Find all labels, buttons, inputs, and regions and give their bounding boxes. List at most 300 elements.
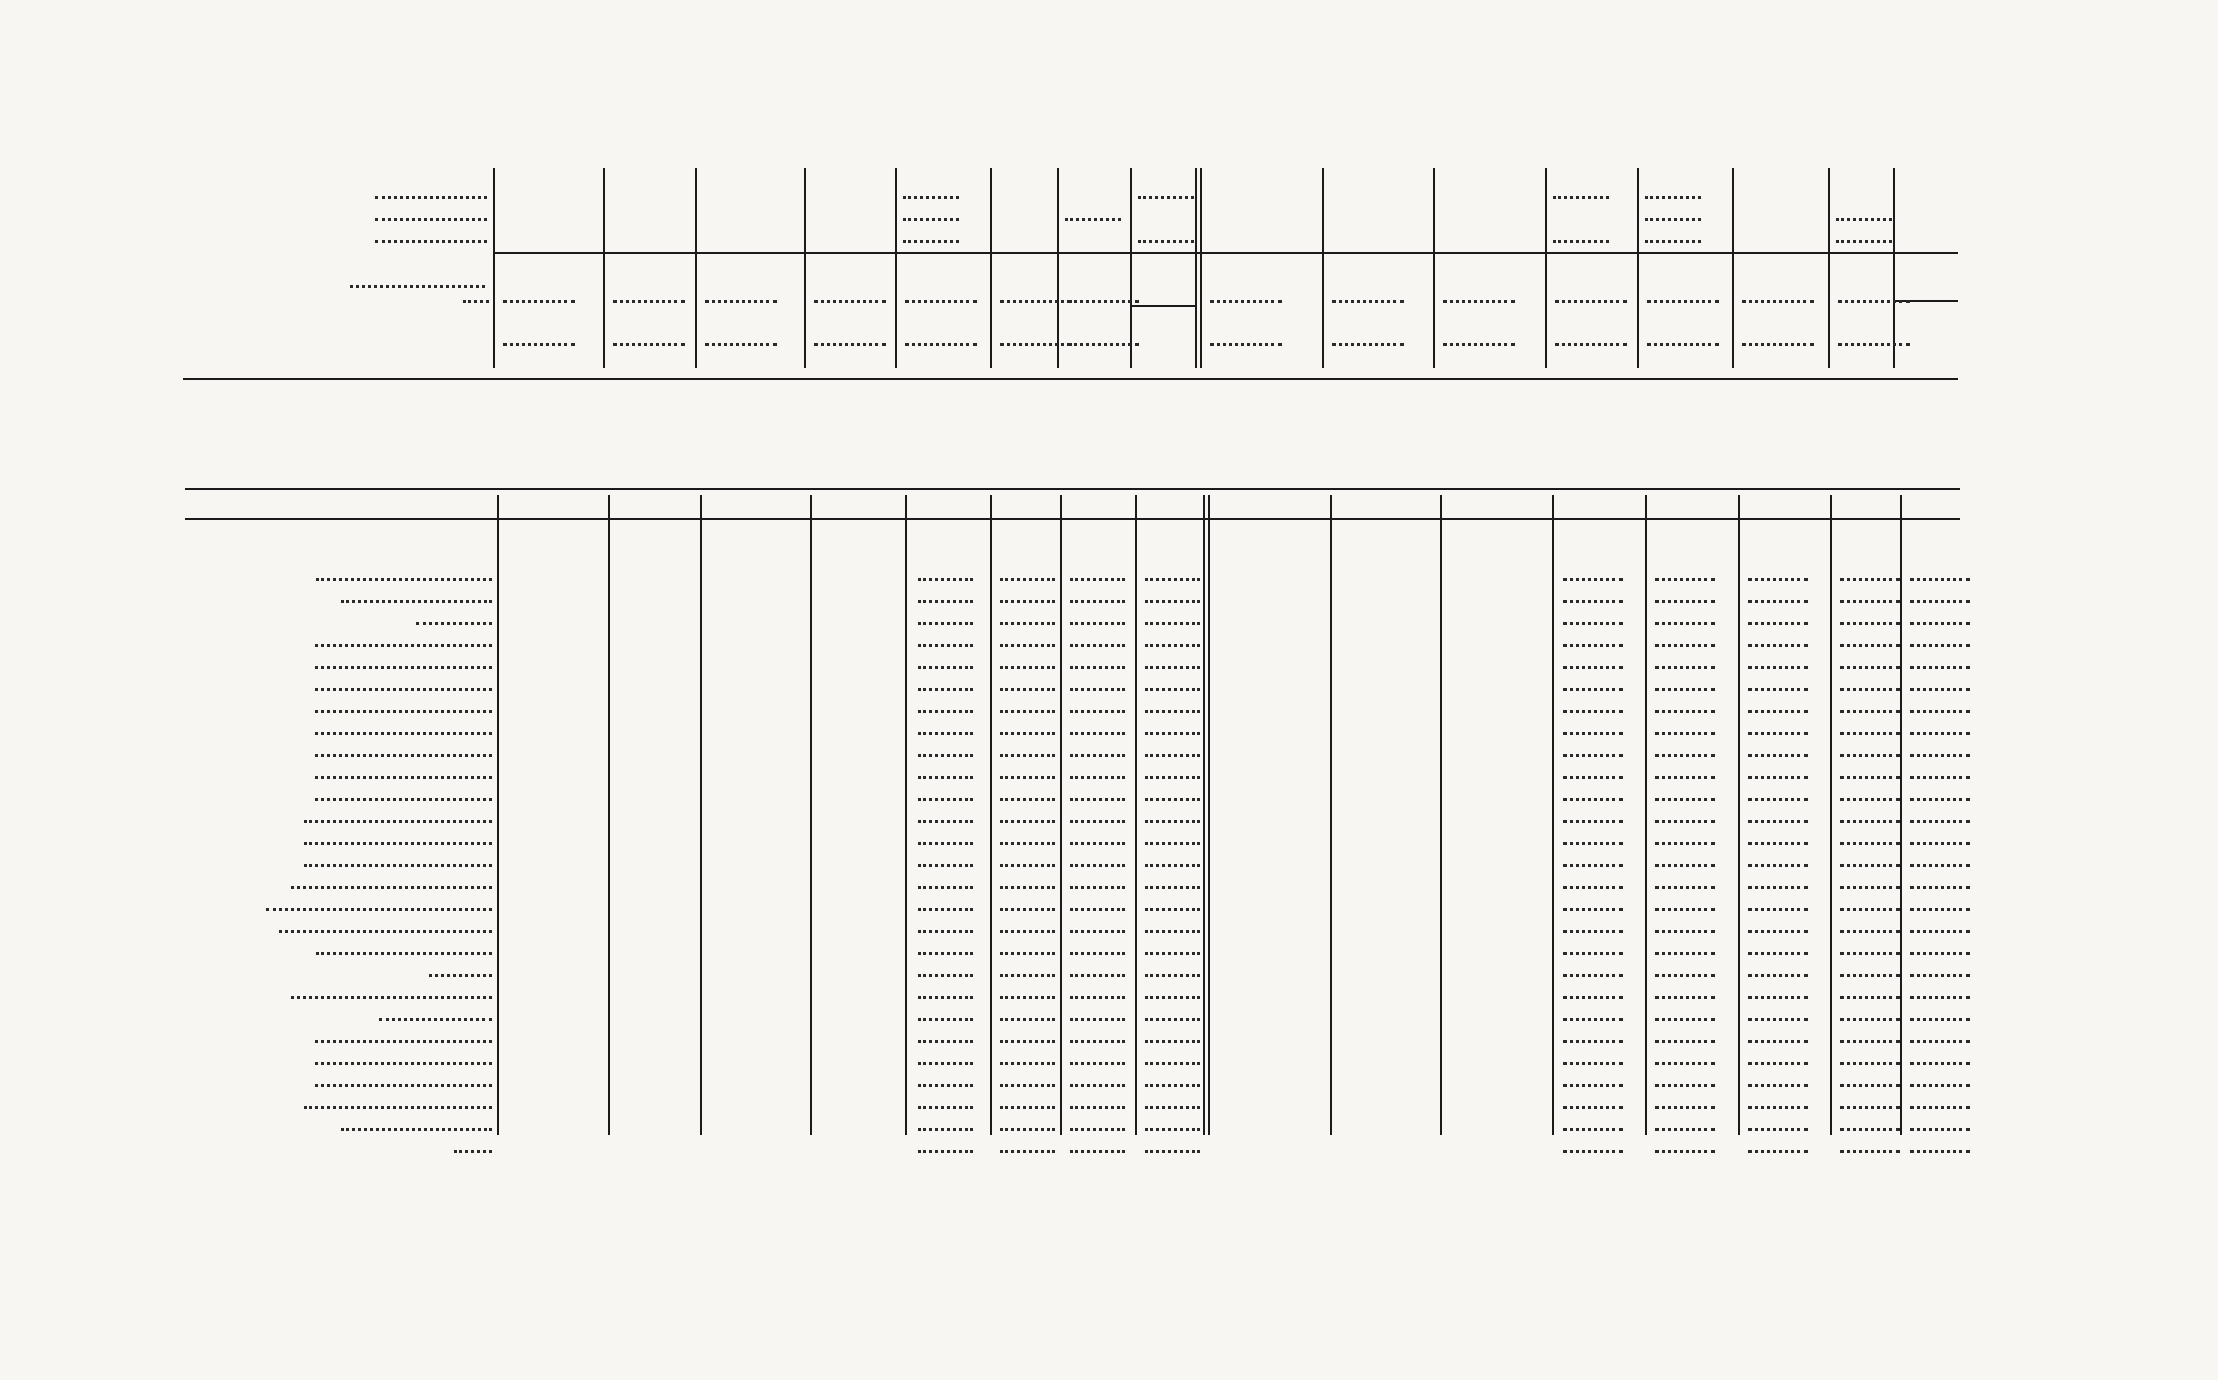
empty-cell-dots [1070,666,1125,669]
empty-cell-dots [1210,300,1282,303]
empty-cell-dots [1070,820,1125,823]
top-column-rule [1732,168,1734,368]
dodge-row-leader [315,798,492,801]
empty-cell-dots [918,996,973,999]
empty-cell-dots [1655,710,1715,713]
empty-cell-dots [918,974,973,977]
empty-cell-dots [1840,820,1900,823]
empty-cell-dots [1563,644,1623,647]
dodge-row-leader [315,1040,492,1043]
empty-cell-dots [1748,886,1808,889]
empty-cell-dots [1067,343,1139,346]
empty-cell-dots [1070,864,1125,867]
dodge-row-leader [315,1062,492,1065]
dodge-column-rule [1135,495,1137,1135]
top-column-rule [1322,168,1324,368]
empty-cell-dots [1563,688,1623,691]
top-column-rule [1637,168,1639,368]
empty-cell-dots [1000,710,1055,713]
empty-cell-dots [1070,622,1125,625]
empty-cell-dots [918,908,973,911]
empty-cell-dots [1145,886,1200,889]
empty-cell-dots [1910,864,1970,867]
empty-cell-dots [1655,754,1715,757]
empty-cell-dots [1070,908,1125,911]
empty-cell-dots [1145,1128,1200,1131]
empty-cell-dots [1000,644,1055,647]
empty-cell-dots [918,930,973,933]
dodge-column-rule [1552,495,1554,1135]
empty-cell-dots [1555,300,1627,303]
empty-cell-dots [1655,930,1715,933]
empty-cell-dots [1145,666,1200,669]
empty-cell-dots [1748,622,1808,625]
net-rule [1130,305,1195,307]
empty-cell-dots [1748,930,1808,933]
empty-cell-dots [1655,622,1715,625]
empty-cell-dots [1748,1040,1808,1043]
dodge-row-leader [304,1106,493,1109]
empty-cell-dots [1840,600,1900,603]
top-column-rule [1545,168,1547,368]
empty-cell-dots [1748,1106,1808,1109]
empty-cell-dots [1910,1106,1970,1109]
empty-cell-dots [1145,644,1200,647]
empty-cell-dots [1748,1150,1808,1153]
empty-cell-dots [1000,886,1055,889]
empty-cell-dots [1145,710,1200,713]
dodge-row-leader [315,710,492,713]
empty-cell-dots [1840,886,1900,889]
empty-cell-dots [1000,1150,1055,1153]
top-column-rule [603,168,605,368]
dodge-row-leader [315,754,492,757]
empty-cell-dots [1655,1150,1715,1153]
empty-cell-dots [1563,1062,1623,1065]
empty-cell-dots [1748,732,1808,735]
empty-cell-dots [1443,343,1515,346]
empty-cell-dots [1000,1106,1055,1109]
empty-cell-dots [1748,1018,1808,1021]
empty-cell-dots [1070,1084,1125,1087]
top-column-rule [1130,168,1132,368]
empty-cell-dots [1840,908,1900,911]
empty-cell-dots [1000,732,1055,735]
empty-cell-dots [1910,710,1970,713]
empty-cell-dots [1840,842,1900,845]
empty-cell-dots [1000,776,1055,779]
empty-cell-dots [1000,798,1055,801]
empty-cell-dots [1910,1084,1970,1087]
empty-cell-dots [1070,688,1125,691]
empty-cell-dots [1910,820,1970,823]
county-rule-1 [185,488,1960,490]
empty-cell-dots [918,1128,973,1131]
empty-cell-dots [1070,974,1125,977]
empty-cell-dots [1000,343,1072,346]
dodge-column-rule [497,495,499,1135]
empty-cell-dots [1836,218,1892,221]
dodge-row-leader [341,1128,492,1131]
empty-cell-dots [1840,1018,1900,1021]
empty-cell-dots [1443,300,1515,303]
dodge-row-leader [429,974,493,977]
empty-cell-dots [1145,798,1200,801]
empty-cell-dots [1070,776,1125,779]
dodge-row-leader [266,908,492,911]
empty-cell-dots [1070,798,1125,801]
empty-cell-dots [1655,1128,1715,1131]
empty-cell-dots [1145,578,1200,581]
empty-cell-dots [903,196,959,199]
empty-cell-dots [1647,300,1719,303]
empty-cell-dots [918,1018,973,1021]
empty-cell-dots [1000,820,1055,823]
empty-cell-dots [1645,218,1701,221]
empty-cell-dots [705,343,777,346]
empty-cell-dots [1000,666,1055,669]
empty-cell-dots [1748,1084,1808,1087]
empty-cell-dots [1840,1150,1900,1153]
empty-cell-dots [1563,1040,1623,1043]
empty-cell-dots [1910,1062,1970,1065]
empty-cell-dots [1145,820,1200,823]
empty-cell-dots [1000,622,1055,625]
empty-cell-dots [1655,776,1715,779]
empty-cell-dots [1748,600,1808,603]
empty-cell-dots [1910,754,1970,757]
empty-cell-dots [1145,754,1200,757]
empty-cell-dots [1563,1150,1623,1153]
empty-cell-dots [1840,622,1900,625]
empty-cell-dots [1563,666,1623,669]
dodge-row-leader [454,1150,493,1153]
empty-cell-dots [1000,930,1055,933]
empty-cell-dots [1145,1150,1200,1153]
empty-cell-dots [1563,908,1623,911]
empty-cell-dots [1000,1128,1055,1131]
empty-cell-dots [1070,710,1125,713]
empty-cell-dots [1910,776,1970,779]
empty-cell-dots [1000,1084,1055,1087]
empty-cell-dots [1910,996,1970,999]
empty-cell-dots [1840,798,1900,801]
empty-cell-dots [1748,864,1808,867]
empty-cell-dots [1000,578,1055,581]
empty-cell-dots [1910,974,1970,977]
empty-cell-dots [1000,952,1055,955]
dodge-row-leader [316,578,492,581]
empty-cell-dots [1000,600,1055,603]
empty-cell-dots [1563,974,1623,977]
dodge-row-leader [304,820,493,823]
empty-cell-dots [1655,1062,1715,1065]
section-rule [183,378,1958,380]
empty-cell-dots [1910,842,1970,845]
empty-cell-dots [1000,974,1055,977]
empty-cell-dots [1840,864,1900,867]
dodge-column-rule [990,495,992,1135]
empty-cell-dots [918,1062,973,1065]
empty-cell-dots [1748,578,1808,581]
empty-cell-dots [918,754,973,757]
empty-cell-dots [1910,1018,1970,1021]
dodge-row-leader [315,732,492,735]
empty-cell-dots [1563,600,1623,603]
empty-cell-dots [1910,930,1970,933]
top-column-rule [1057,168,1059,368]
top-row-leader [375,196,487,199]
empty-cell-dots [1555,343,1627,346]
total-leader [350,285,485,288]
empty-cell-dots [918,732,973,735]
empty-cell-dots [918,688,973,691]
empty-cell-dots [918,1150,973,1153]
empty-cell-dots [1070,886,1125,889]
empty-cell-dots [1655,1018,1715,1021]
empty-cell-dots [1655,952,1715,955]
empty-cell-dots [1655,1106,1715,1109]
dodge-column-rule [1203,495,1205,1135]
empty-cell-dots [1000,1062,1055,1065]
empty-cell-dots [1563,952,1623,955]
empty-cell-dots [1748,688,1808,691]
empty-cell-dots [1655,600,1715,603]
top-column-rule [493,168,495,368]
empty-cell-dots [1138,196,1194,199]
dodge-row-leader [315,644,492,647]
top-total-rule [493,252,1958,254]
top-column-rule [1893,168,1895,368]
empty-cell-dots [1563,1084,1623,1087]
dodge-column-rule [1060,495,1062,1135]
empty-cell-dots [1070,732,1125,735]
empty-cell-dots [1840,688,1900,691]
empty-cell-dots [1840,1106,1900,1109]
empty-cell-dots [1145,908,1200,911]
dodge-column-rule [1440,495,1442,1135]
empty-cell-dots [1563,578,1623,581]
empty-cell-dots [918,578,973,581]
empty-cell-dots [1840,732,1900,735]
empty-cell-dots [1840,1084,1900,1087]
top-column-rule [990,168,992,368]
empty-cell-dots [1748,798,1808,801]
empty-cell-dots [1000,1018,1055,1021]
empty-cell-dots [1840,666,1900,669]
empty-cell-dots [1145,864,1200,867]
dodge-row-leader [379,1018,493,1021]
empty-cell-dots [1655,644,1715,647]
dem-leader [463,300,489,303]
empty-cell-dots [1070,600,1125,603]
empty-cell-dots [1840,776,1900,779]
empty-cell-dots [1748,710,1808,713]
empty-cell-dots [1563,930,1623,933]
dodge-row-leader [341,600,492,603]
empty-cell-dots [1000,908,1055,911]
empty-cell-dots [918,798,973,801]
top-row-leader [375,218,487,221]
empty-cell-dots [1655,666,1715,669]
empty-cell-dots [1000,996,1055,999]
empty-cell-dots [1563,776,1623,779]
empty-cell-dots [814,343,886,346]
empty-cell-dots [1145,1106,1200,1109]
empty-cell-dots [905,343,977,346]
empty-cell-dots [1145,1040,1200,1043]
empty-cell-dots [1840,952,1900,955]
empty-cell-dots [1910,1040,1970,1043]
top-column-rule [895,168,897,368]
empty-cell-dots [1910,1128,1970,1131]
empty-cell-dots [1748,1128,1808,1131]
empty-cell-dots [1145,776,1200,779]
empty-cell-dots [1748,644,1808,647]
dodge-row-leader [315,666,492,669]
top-column-rule [804,168,806,368]
empty-cell-dots [1910,666,1970,669]
county-rule-2 [185,518,1960,520]
empty-cell-dots [1910,688,1970,691]
empty-cell-dots [1563,820,1623,823]
empty-cell-dots [613,343,685,346]
empty-cell-dots [1645,196,1701,199]
empty-cell-dots [1748,974,1808,977]
empty-cell-dots [1910,644,1970,647]
empty-cell-dots [1563,732,1623,735]
empty-cell-dots [918,644,973,647]
empty-cell-dots [1748,666,1808,669]
empty-cell-dots [705,300,777,303]
empty-cell-dots [1145,842,1200,845]
empty-cell-dots [1070,842,1125,845]
empty-cell-dots [1655,732,1715,735]
empty-cell-dots [1070,1062,1125,1065]
empty-cell-dots [1836,240,1892,243]
dodge-row-leader [315,688,492,691]
empty-cell-dots [1840,644,1900,647]
empty-cell-dots [1070,1018,1125,1021]
empty-cell-dots [1332,343,1404,346]
empty-cell-dots [1070,952,1125,955]
empty-cell-dots [905,300,977,303]
empty-cell-dots [1655,1084,1715,1087]
empty-cell-dots [1563,996,1623,999]
empty-cell-dots [918,1084,973,1087]
empty-cell-dots [1145,688,1200,691]
empty-cell-dots [1553,240,1609,243]
empty-cell-dots [1840,578,1900,581]
dodge-column-rule [1645,495,1647,1135]
empty-cell-dots [1563,1106,1623,1109]
empty-cell-dots [918,1106,973,1109]
empty-cell-dots [1655,864,1715,867]
empty-cell-dots [1910,622,1970,625]
empty-cell-dots [1563,622,1623,625]
empty-cell-dots [1910,886,1970,889]
empty-cell-dots [1000,300,1072,303]
empty-cell-dots [1742,343,1814,346]
empty-cell-dots [1145,1084,1200,1087]
top-column-rule [1433,168,1435,368]
empty-cell-dots [1563,886,1623,889]
empty-cell-dots [1840,996,1900,999]
empty-cell-dots [1070,996,1125,999]
empty-cell-dots [503,343,575,346]
dodge-row-leader [416,622,492,625]
empty-cell-dots [918,710,973,713]
empty-cell-dots [1070,578,1125,581]
empty-cell-dots [1748,996,1808,999]
empty-cell-dots [613,300,685,303]
empty-cell-dots [1655,798,1715,801]
empty-cell-dots [1655,908,1715,911]
empty-cell-dots [918,886,973,889]
top-column-rule [1828,168,1830,368]
empty-cell-dots [1000,688,1055,691]
dodge-row-leader [315,776,492,779]
empty-cell-dots [1070,1128,1125,1131]
empty-cell-dots [918,952,973,955]
empty-cell-dots [1145,996,1200,999]
empty-cell-dots [1145,930,1200,933]
dodge-column-rule [1208,495,1210,1135]
dodge-column-rule [810,495,812,1135]
empty-cell-dots [1563,1128,1623,1131]
empty-cell-dots [1655,578,1715,581]
empty-cell-dots [1145,600,1200,603]
empty-cell-dots [1145,1018,1200,1021]
empty-cell-dots [918,820,973,823]
empty-cell-dots [1748,908,1808,911]
dodge-column-rule [1738,495,1740,1135]
empty-cell-dots [1655,688,1715,691]
dodge-column-rule [905,495,907,1135]
empty-cell-dots [1138,240,1194,243]
dodge-row-leader [291,996,492,999]
empty-cell-dots [1070,754,1125,757]
empty-cell-dots [1748,820,1808,823]
empty-cell-dots [503,300,575,303]
empty-cell-dots [1563,1018,1623,1021]
empty-cell-dots [1145,732,1200,735]
dodge-row-leader [316,952,492,955]
empty-cell-dots [1840,974,1900,977]
empty-cell-dots [1910,798,1970,801]
empty-cell-dots [1655,996,1715,999]
empty-cell-dots [1910,1150,1970,1153]
empty-cell-dots [1070,930,1125,933]
empty-cell-dots [1065,218,1121,221]
empty-cell-dots [903,218,959,221]
dodge-column-rule [700,495,702,1135]
empty-cell-dots [1742,300,1814,303]
empty-cell-dots [1748,1062,1808,1065]
dodge-row-leader [304,842,493,845]
empty-cell-dots [1000,864,1055,867]
empty-cell-dots [918,1040,973,1043]
empty-cell-dots [1840,1128,1900,1131]
empty-cell-dots [1838,343,1910,346]
empty-cell-dots [1655,842,1715,845]
empty-cell-dots [1000,754,1055,757]
empty-cell-dots [1563,842,1623,845]
empty-cell-dots [1840,1062,1900,1065]
dodge-row-leader [304,864,493,867]
empty-cell-dots [918,776,973,779]
empty-cell-dots [1563,864,1623,867]
